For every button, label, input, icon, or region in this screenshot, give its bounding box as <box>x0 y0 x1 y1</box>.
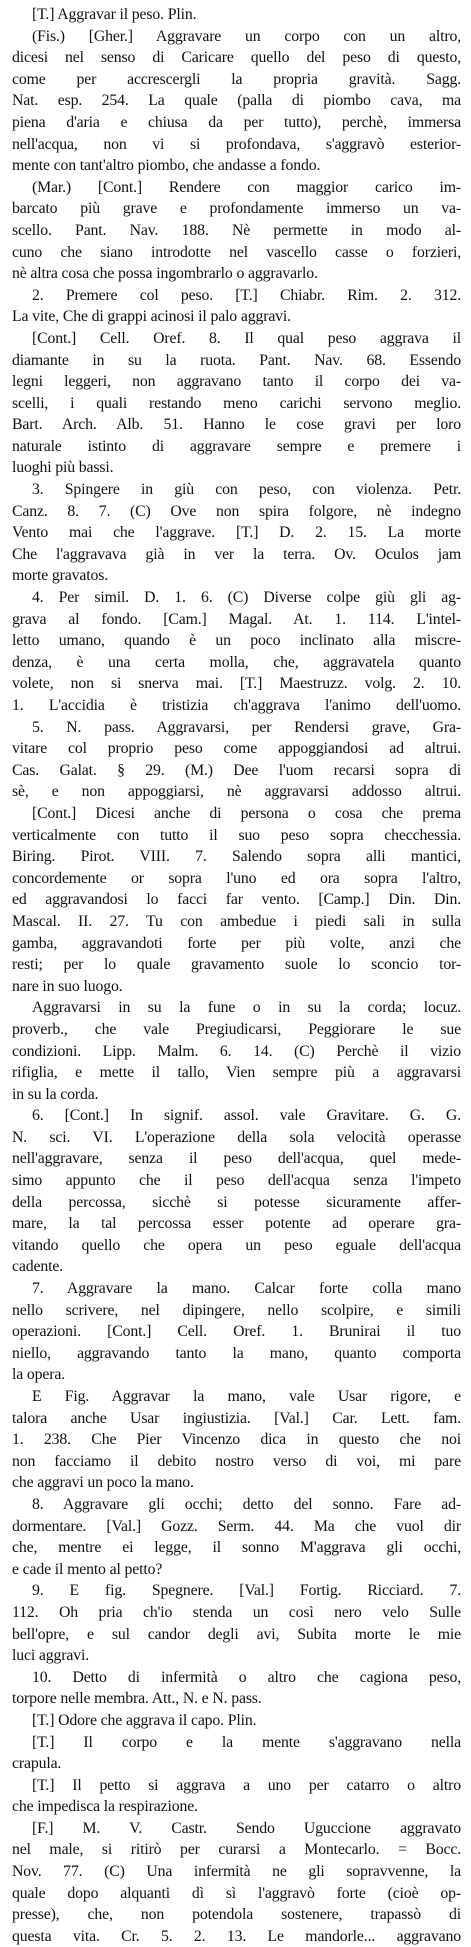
text-line: Che l'aggravava già in ver la terra. Ov. Oculos jam <box>12 545 461 563</box>
text-line: cuno che siano introdotte nel vascello casse o forzieri, <box>12 243 461 261</box>
text-line: vitando quello che opera un peso eguale dell'acqua <box>12 1236 461 1254</box>
text-line: N. sci. VI. L'operazione della sola velocità operasse <box>12 1128 461 1146</box>
text-line: nell'acqua, non vi si profondava, s'aggravò esterior- <box>12 135 461 153</box>
text-line: resti; per lo quale gravamento suole lo sconcio tor- <box>12 956 461 974</box>
text-line: E Fig. Aggravar la mano, vale Usar rigore, e <box>32 1388 461 1405</box>
text-line: luoghi più bassi. <box>12 459 114 477</box>
text-line: nare in suo luogo. <box>12 977 123 995</box>
text-line: La vite, Che di grappi acinosi il palo aggravi. <box>12 308 291 326</box>
text-line: non facciamo il debito nostro verso di voi, mi pare <box>12 1452 461 1470</box>
text-line: diamante in su la ruota. Pant. Nav. 68. Essendo <box>12 351 461 369</box>
text-line: volete, non si snerva mai. [T.] Maestruzz. volg. 2. 10. <box>12 675 461 693</box>
text-line: dicesi nel senso di Caricare quello del peso di questo, <box>12 49 461 67</box>
text-line: mare, la tal percossa esser potente ad operare gra- <box>12 1215 461 1233</box>
text-line: luci aggravi. <box>12 1647 90 1665</box>
text-line: crapula. <box>12 1755 62 1773</box>
text-line: nè altra cosa che possa ingombrarlo o aggravarlo. <box>12 265 318 283</box>
text-line: barcato più grave e profondamente immerso un va- <box>12 200 461 218</box>
text-line: Bart. Arch. Alb. 51. Hanno le cose gravi per loro <box>12 416 461 434</box>
text-line: 2. Premere col peso. [T.] Chiabr. Rim. 2. 312. <box>32 286 461 304</box>
text-line: verticalmente con tutto il suo peso sopra checchessia. <box>12 826 461 844</box>
text-line: 5. N. pass. Aggravarsi, per Rendersi grave, Gra- <box>32 718 461 736</box>
text-line: simo appunto che il peso dell'acqua senza l'impeto <box>12 1172 461 1190</box>
text-line: Mascal. II. 27. Tu con ambedue i piedi sali in sulla <box>12 912 461 930</box>
text-line: Nov. 77. (C) Una infermità ne gli sopravvenne, la <box>12 1863 461 1881</box>
text-line: vitare col proprio peso come appoggiandosi ad altrui. <box>12 740 461 758</box>
text-line: 10. Detto di infermità o altro che cagiona peso, <box>32 1668 461 1686</box>
text-line: Cas. Galat. § 29. (M.) Dee l'uom recarsi sopra di <box>12 761 461 779</box>
text-line: proverb., che vale Pregiudicarsi, Peggiorare le sue <box>12 1020 461 1038</box>
text-line: in su la corda. <box>12 1085 99 1103</box>
text-line: 1. L'accidia è tristizia ch'aggrava l'animo dell'uomo. <box>12 697 461 714</box>
text-line: (Fis.) [Gher.] Aggravare un corpo con un altro, <box>32 27 461 45</box>
text-line: scelli, i quali restando meno carichi servono meglio. <box>12 394 461 412</box>
text-line: [Cont.] Cell. Oref. 8. Il qual peso aggrava il <box>32 329 461 347</box>
text-line: gamba, aggravandoti forte per più volte, anzi che <box>12 934 461 952</box>
text-line: 8. Aggravare gli occhi; detto del sonno. Fare ad- <box>32 1495 461 1513</box>
text-line: mente con tant'altro piombo, che andasse a fondo. <box>12 157 321 175</box>
text-line: letto umano, quando è un poco inclinato alla miscre- <box>12 632 461 650</box>
text-line: della percossa, sicchè si potesse sicuramente affer- <box>12 1193 461 1211</box>
text-line: Biring. Pirot. VIII. 7. Salendo sopra alli mantici, <box>12 848 461 866</box>
text-line: quale dopo alquanti dì sì l'aggravò forte (cioè op- <box>12 1884 461 1902</box>
text-line: sè, e non appoggiarsi, nè aggravarsi addosso altrui. <box>12 783 461 801</box>
text-line: [T.] Odore che aggrava il capo. Plin. <box>32 1711 257 1729</box>
text-line: cadente. <box>12 1258 63 1276</box>
text-line: operazioni. [Cont.] Cell. Oref. 1. Brunirai il tuo <box>12 1323 461 1341</box>
text-line: [F.] M. V. Castr. Sendo Uguccione aggravato <box>32 1819 461 1837</box>
text-line: Vento mai che l'aggrave. [T.] D. 2. 15. La morte <box>12 524 461 542</box>
text-line: grava al fondo. [Cam.] Magal. At. 1. 114. L'intel- <box>12 610 461 628</box>
text-line: 1. 238. Che Pier Vincenzo dica in questo che noi <box>12 1431 461 1449</box>
text-line: ed aggravandosi lo facci far vento. [Camp.] Din. Din. <box>12 891 461 909</box>
text-line: [T.] Il petto si aggrava a uno per catarro o altro <box>32 1776 461 1794</box>
text-line: che aggravi un poco la mano. <box>12 1474 194 1492</box>
text-line: come per accrescergli la propria gravità. Sagg. <box>12 70 461 88</box>
text-line: legni leggeri, non aggravano tanto il corpo dei va- <box>12 373 461 391</box>
text-line: morte gravatos. <box>12 567 109 585</box>
text-line: (Mar.) [Cont.] Rendere con maggior carico im- <box>32 178 461 196</box>
text-line: nello scrivere, nel dipingere, nello scolpire, e simili <box>12 1301 461 1319</box>
text-line: scello. Pant. Nav. 188. Nè permette in modo al- <box>12 221 461 239</box>
text-line: condizioni. Lipp. Malm. 6. 14. (C) Perchè il vizio <box>12 1042 461 1060</box>
text-line: Aggravarsi in su la fune o in su la corda; locuz. <box>32 999 461 1017</box>
text-line: Nat. esp. 254. La quale (palla di piombo cava, ma <box>12 92 461 110</box>
text-line: concordemente or sopra l'uno ed ora sopra l'altro, <box>12 869 461 887</box>
text-line: dormentare. [Val.] Gozz. Serm. 44. Ma che vuol dir <box>12 1517 461 1535</box>
text-line: nel male, si ritirò per curarsi a Montecarlo. = Bocc. <box>12 1841 461 1859</box>
text-line: 112. Oh pria ch'io stenda un così nero velo Sulle <box>12 1603 461 1621</box>
text-line: che, mentre ei legge, il sonno M'aggrava gli occhi, <box>12 1539 461 1557</box>
text-line: 4. Per simil. D. 1. 6. (C) Diverse colpe giù gli ag- <box>32 589 461 607</box>
text-line: piena d'aria e chiusa da per tutto), perchè, immersa <box>12 113 461 131</box>
text-line: naturale istinto di aggravare sempre e premere i <box>12 437 461 455</box>
text-line: nell'aggravare, senza il peso dell'acqua, quel mede- <box>12 1150 461 1168</box>
text-line: 6. [Cont.] In signif. assol. vale Gravitare. G. G. <box>32 1107 461 1125</box>
text-line: torpore nelle membra. Att., N. e N. pass. <box>12 1690 262 1708</box>
text-line: bell'opre, e sul candor degli avi, Subita morte le mie <box>12 1625 461 1643</box>
text-line: 7. Aggravare la mano. Calcar forte colla mano <box>32 1280 461 1298</box>
text-line: niello, aggravando tanto la mano, quanto comporta <box>12 1344 461 1362</box>
text-line: che impedisca la respirazione. <box>12 1798 198 1816</box>
text-line: questa vita. Cr. 5. 2. 13. Le mandorle... aggravano <box>12 1927 461 1945</box>
text-line: 9. E fig. Spegnere. [Val.] Fortig. Ricciard. 7. <box>32 1582 461 1600</box>
text-line: la opera. <box>12 1366 66 1384</box>
text-line: [Cont.] Dicesi anche di persona o cosa che prema <box>32 804 461 822</box>
text-line: rifiglia, e mette il tallo, Vien sempre più a aggravarsi <box>12 1064 461 1082</box>
text-line: talora anche Usar ingiustizia. [Val.] Car. Lett. fam. <box>12 1409 461 1427</box>
text-line: e cade il mento al petto? <box>12 1560 163 1578</box>
text-line: [T.] Il corpo e la mente s'aggravano nella <box>32 1733 461 1751</box>
text-line: denza, è una certa molla, che, aggravatela quanto <box>12 653 461 671</box>
text-line: 3. Spingere in giù con peso, con violenza. Petr. <box>32 481 461 499</box>
text-line: [T.] Aggravar il peso. Plin. <box>32 6 197 23</box>
text-line: Canz. 8. 7. (C) Ove non spira folgore, nè indegno <box>12 502 461 520</box>
text-line: presse), che, non potendola sostenere, trapassò di <box>12 1906 461 1924</box>
